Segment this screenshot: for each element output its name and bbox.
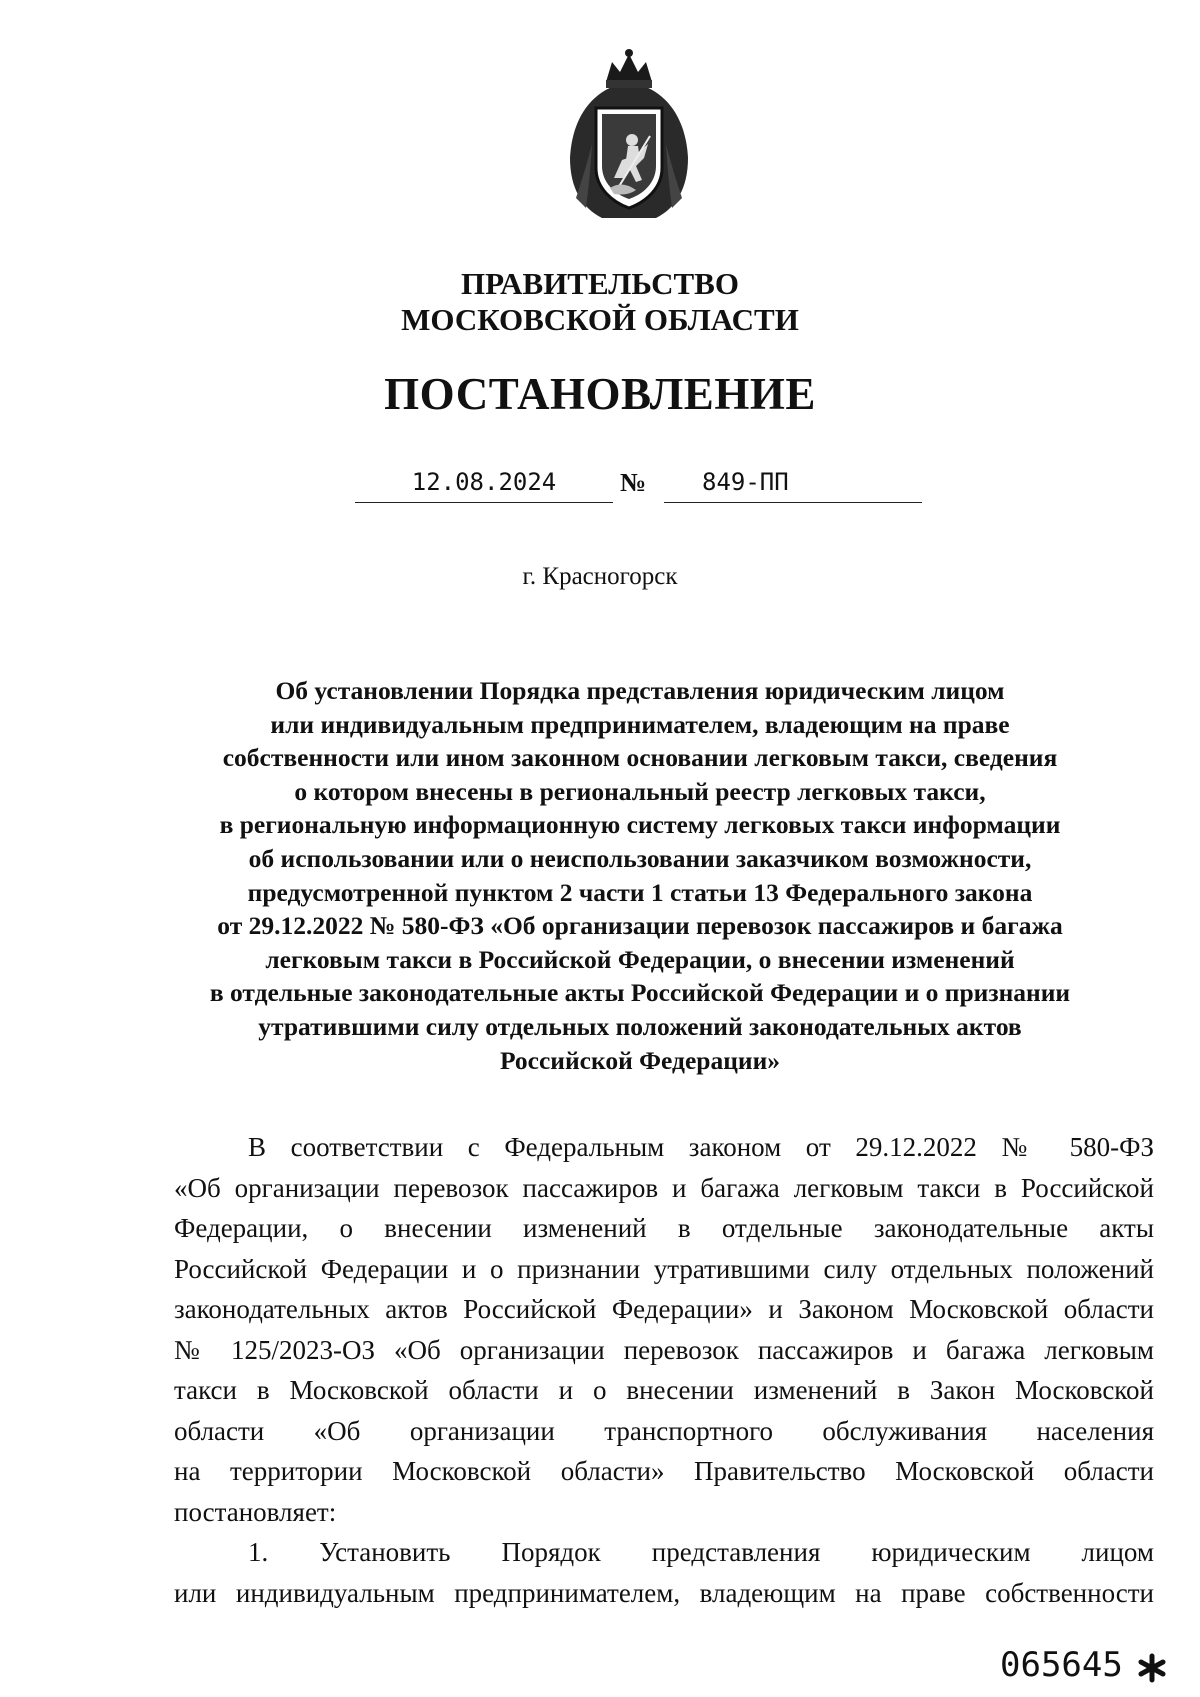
item-1-paragraph [174,1532,1154,1613]
title-line: Об установлении Порядка представления юридическим лицом [275,676,1005,705]
body-line: области «Об организации транспортного обслуживания населения [174,1415,1154,1446]
title-line: собственности или ином законном основании легковым такси, сведения [222,743,1058,773]
number-sign: № [620,468,647,497]
government-name-line2: МОСКОВСКОЙ ОБЛАСТИ [401,302,799,337]
body-line: Российской Федерации и о признании утратившими силу отдельных положений [174,1253,1154,1284]
serial-number: 065645 [1000,1645,1123,1685]
body-line: Федерации, о внесении изменений в отдельные законодательные акты [174,1213,1154,1243]
body-line: «Об организации перевозок пассажиров и багажа легковым такси в Российской [174,1172,1154,1203]
title-line: предусмотренной пунктом 2 части 1 статьи 13 Федерального закона [247,877,1033,907]
coat-of-arms-icon [562,48,696,224]
title-line: об использовании или о неиспользовании заказчиком возможности, [248,843,1032,873]
document-date: 12.08.2024 [411,468,557,496]
document-number: 849-ПП [702,468,789,496]
body-line: В соответствии с Федеральным законом от 29.12.2022 № 580-ФЗ [248,1132,1154,1162]
government-name-line1: ПРАВИТЕЛЬСТВО [461,266,739,301]
title-line: утратившими силу отдельных положений законодательных актов [258,1011,1022,1041]
title-line: Российской Федерации» [499,1045,781,1075]
title-line: легковым такси в Российской Федерации, о внесении изменений [265,944,1015,974]
body-line: 1. Установить Порядок представления юридическим лицом [248,1537,1154,1567]
body-line: на территории Московской области» Правительство Московской области [174,1456,1154,1486]
city-name: г. Красногорск [522,563,678,590]
number-field [664,464,922,503]
preamble-paragraph [174,1127,1154,1532]
body-line: законодательных актов Российской Федерации» и Законом Московской области [174,1294,1154,1324]
body-line: № 125/2023-ОЗ «Об организации перевозок пассажиров и багажа легковым [174,1334,1154,1365]
title-line: от 29.12.2022 № 580-ФЗ «Об организации перевозок пассажиров и багажа [217,911,1063,941]
title-line: о котором внесены в региональный реестр легковых такси, [294,776,986,806]
date-field [355,464,613,503]
document-type: ПОСТАНОВЛЕНИЕ [384,369,816,419]
body-line: или индивидуальным предпринимателем, владеющим на праве собственности [174,1577,1154,1608]
title-line: в отдельные законодательные акты Российской Федерации и о признании [209,978,1071,1008]
title-line: или индивидуальным предпринимателем, владеющим на праве [270,709,1010,739]
body-line: постановляет: [174,1496,337,1527]
asterisk-icon [1136,1652,1168,1684]
document-title [150,674,1130,1077]
body-line: такси в Московской области и о внесении изменений в Закон Московской [174,1375,1154,1405]
title-line: в региональную информационную систему легковых такси информации [219,810,1061,840]
